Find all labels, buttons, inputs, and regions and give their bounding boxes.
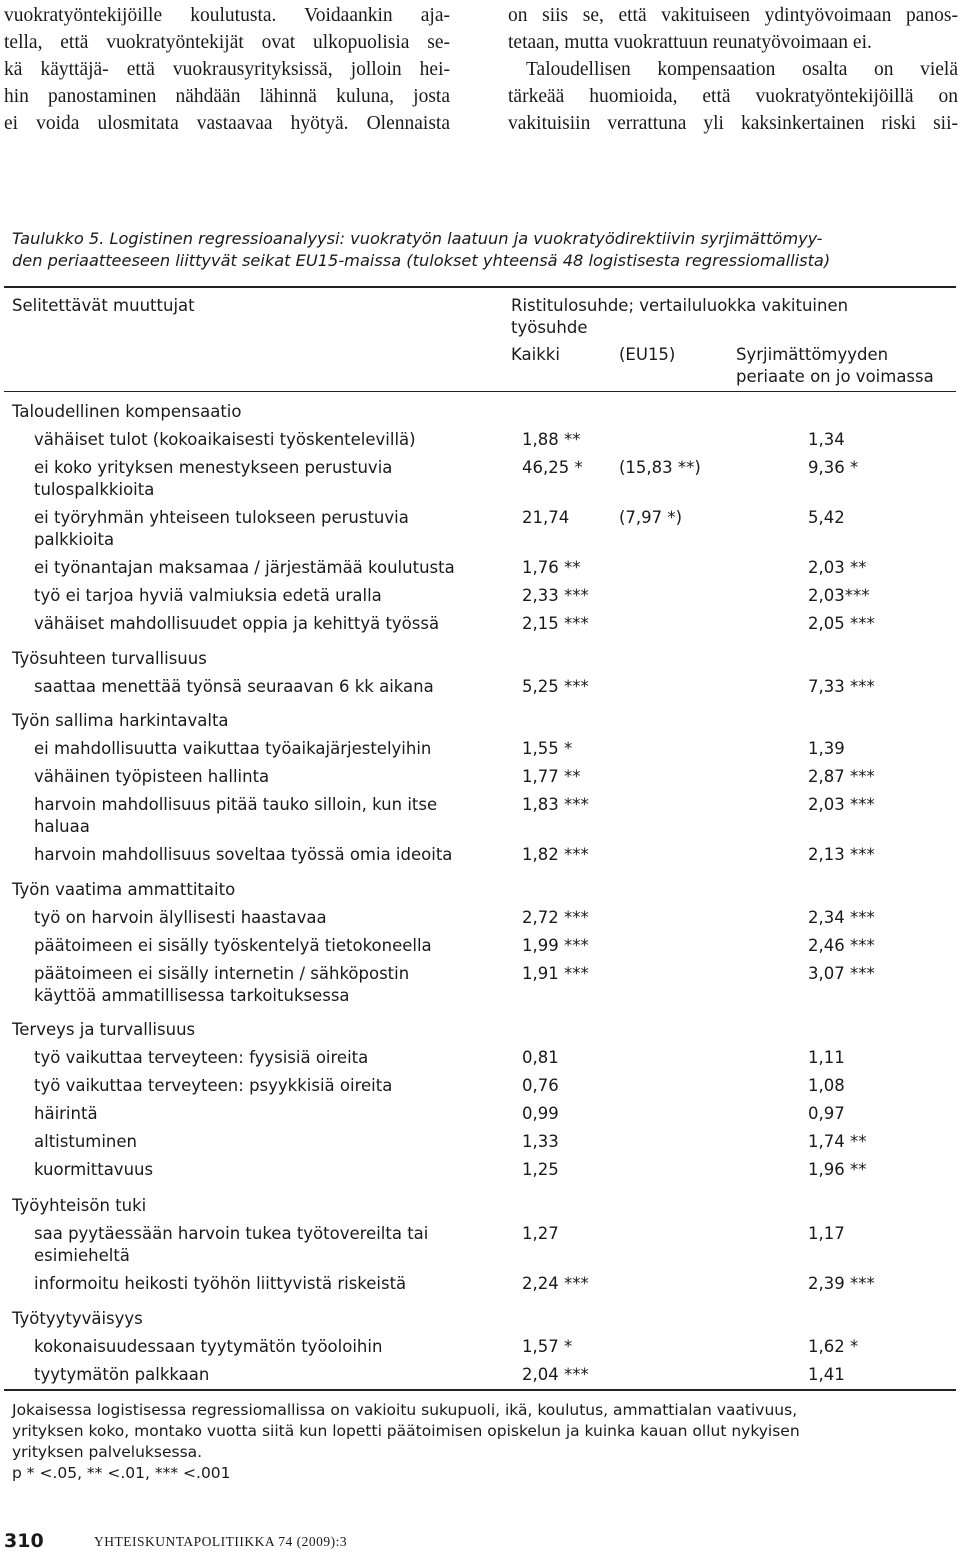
row-label: ei mahdollisuutta vaikuttaa työaikajärjestelyihin — [34, 739, 432, 758]
cell-all: 5,25 *** — [522, 677, 589, 696]
row-label: informoitu heikosti työhön liittyvistä riskeistä — [34, 1274, 407, 1293]
cell-all: 1,88 ** — [522, 430, 581, 449]
body-text-line: vakituisiin verrattuna yli kaksinkertainen riski sii- — [508, 113, 958, 134]
cell-eu15: (15,83 **) — [619, 458, 701, 477]
cell-nondiscrimination: 9,36 * — [808, 458, 859, 477]
cell-nondiscrimination: 2,87 *** — [808, 767, 875, 786]
row-label: kuormittavuus — [34, 1160, 154, 1179]
row-label: työ vaikuttaa terveyteen: psyykkisiä oireita — [34, 1076, 393, 1095]
cell-nondiscrimination: 1,08 — [808, 1076, 845, 1095]
cell-nondiscrimination: 1,17 — [808, 1224, 845, 1243]
table-group-title: Työn sallima harkintavalta — [12, 711, 229, 730]
cell-nondiscrimination: 1,11 — [808, 1048, 845, 1067]
row-label: palkkioita — [34, 530, 115, 549]
table-footnote — [12, 1400, 956, 1484]
cell-all: 0,76 — [522, 1076, 559, 1095]
row-label: ei koko yrityksen menestykseen perustuvia — [34, 458, 393, 477]
cell-all: 46,25 * — [522, 458, 583, 477]
cell-nondiscrimination: 1,96 ** — [808, 1160, 867, 1179]
body-text-line: hin panostaminen nähdään lähinnä kuluna, josta — [4, 86, 450, 107]
header-col-nondiscrimination-cont: periaate on jo voimassa — [736, 367, 934, 386]
cell-all: 1,82 *** — [522, 845, 589, 864]
cell-nondiscrimination: 2,13 *** — [808, 845, 875, 864]
footnote-line: yrityksen koko, montako vuotta siitä kun lopetti päätoimisen opiskelun ja kuinka kauan ollut nykyisen — [12, 1422, 800, 1440]
row-label: ei työnantajan maksamaa / järjestämää koulutusta — [34, 558, 455, 577]
header-col-nondiscrimination: Syrjimättömyyden — [736, 345, 889, 364]
row-label: päätoimeen ei sisälly työskentelyä tietokoneella — [34, 936, 432, 955]
table-caption-line: Taulukko 5. Logistinen regressioanalyysi: vuokratyön laatuun ja vuokratyödirektiivin syrjimättömyy- — [12, 229, 823, 248]
body-text-line: Taloudellisen kompensaation osalta on vielä — [526, 59, 958, 80]
row-label: käyttöä ammatillisessa tarkoituksessa — [34, 986, 350, 1005]
cell-all: 2,15 *** — [522, 614, 589, 633]
cell-nondiscrimination: 5,42 — [808, 508, 845, 527]
cell-all: 1,91 *** — [522, 964, 589, 983]
cell-all: 1,77 ** — [522, 767, 581, 786]
table-group-title: Työyhteisön tuki — [12, 1196, 147, 1215]
cell-all: 1,76 ** — [522, 558, 581, 577]
cell-nondiscrimination: 1,74 ** — [808, 1132, 867, 1151]
body-text-left-column — [4, 2, 450, 137]
body-text-right-column — [508, 2, 958, 137]
row-label: harvoin mahdollisuus soveltaa työssä omia ideoita — [34, 845, 453, 864]
cell-nondiscrimination: 1,41 — [808, 1365, 845, 1384]
row-label: tulospalkkioita — [34, 480, 155, 499]
cell-all: 2,72 *** — [522, 908, 589, 927]
cell-nondiscrimination: 1,39 — [808, 739, 845, 758]
row-label: harvoin mahdollisuus pitää tauko silloin, kun itse — [34, 795, 438, 814]
table-group-title: Työsuhteen turvallisuus — [12, 649, 207, 668]
row-label: päätoimeen ei sisälly internetin / sähköpostin — [34, 964, 410, 983]
journal-name: YHTEISKUNTAPOLITIIKKA 74 (2009):3 — [94, 1534, 348, 1549]
cell-nondiscrimination: 7,33 *** — [808, 677, 875, 696]
body-text-line: ei voida ulosmitata vastaavaa hyötyä. Olennaista — [4, 113, 450, 134]
page-number: 310 — [4, 1530, 44, 1552]
table-caption-line: den periaatteeseen liittyvät seikat EU15-maissa (tulokset yhteensä 48 logistisesta regressiomallista) — [12, 251, 831, 270]
body-text-line: tella, että vuokratyöntekijät ovat ulkopuolisia se- — [4, 32, 450, 53]
row-label: vähäinen työpisteen hallinta — [34, 767, 270, 786]
body-text-line: kä käyttäjä- että vuokrausyrityksissä, jolloin hei- — [4, 59, 450, 80]
row-label: saa pyytäessään harvoin tukea työtovereilta tai — [34, 1224, 429, 1243]
header-odds-ratio: Ristitulosuhde; vertailuluokka vakituinen — [511, 296, 849, 315]
body-text-line: on siis se, että vakituiseen ydintyövoimaan panos- — [508, 5, 958, 26]
row-label: vähäiset tulot (kokoaikaisesti työskentelevillä) — [34, 430, 416, 449]
row-label: työ ei tarjoa hyviä valmiuksia edetä uralla — [34, 586, 382, 605]
header-odds-ratio-cont: työsuhde — [511, 318, 588, 337]
table-top-rule — [4, 286, 956, 288]
row-label: työ on harvoin älyllisesti haastavaa — [34, 908, 327, 927]
row-label: tyytymätön palkkaan — [34, 1365, 210, 1384]
cell-all: 1,55 * — [522, 739, 573, 758]
cell-all: 1,57 * — [522, 1337, 573, 1356]
table-bottom-rule — [4, 1389, 956, 1391]
cell-nondiscrimination: 2,05 *** — [808, 614, 875, 633]
cell-nondiscrimination: 1,34 — [808, 430, 845, 449]
cell-nondiscrimination: 2,39 *** — [808, 1274, 875, 1293]
cell-nondiscrimination: 1,62 * — [808, 1337, 859, 1356]
cell-all: 2,04 *** — [522, 1365, 589, 1384]
row-label: altistuminen — [34, 1132, 137, 1151]
cell-all: 1,83 *** — [522, 795, 589, 814]
header-col-all: Kaikki — [511, 345, 560, 364]
table-group-title: Työtyytyväisyys — [12, 1309, 143, 1328]
cell-all: 0,99 — [522, 1104, 559, 1123]
cell-nondiscrimination: 2,34 *** — [808, 908, 875, 927]
row-label: työ vaikuttaa terveyteen: fyysisiä oireita — [34, 1048, 369, 1067]
cell-nondiscrimination: 0,97 — [808, 1104, 845, 1123]
row-label: esimieheltä — [34, 1246, 130, 1265]
footnote-line: yrityksen palveluksessa. — [12, 1443, 203, 1461]
cell-eu15: (7,97 *) — [619, 508, 683, 527]
cell-nondiscrimination: 2,03 *** — [808, 795, 875, 814]
table-header-rule — [4, 391, 956, 392]
row-label: ei työryhmän yhteiseen tulokseen perustuvia — [34, 508, 409, 527]
body-text-line: tetaan, mutta vuokrattuun reunatyövoimaan ei. — [508, 32, 872, 53]
cell-all: 1,33 — [522, 1132, 559, 1151]
cell-all: 2,33 *** — [522, 586, 589, 605]
cell-all: 2,24 *** — [522, 1274, 589, 1293]
cell-nondiscrimination: 3,07 *** — [808, 964, 875, 983]
row-label: saattaa menettää työnsä seuraavan 6 kk aikana — [34, 677, 434, 696]
header-explained-variables: Selitettävät muuttujat — [12, 296, 195, 315]
table-caption — [12, 228, 956, 272]
header-col-eu15: (EU15) — [619, 345, 676, 364]
row-label: vähäiset mahdollisuudet oppia ja kehittyä työssä — [34, 614, 440, 633]
body-text-line: vuokratyöntekijöille koulutusta. Voidaankin aja- — [4, 5, 450, 26]
row-label: kokonaisuudessaan tyytymätön työoloihin — [34, 1337, 383, 1356]
cell-all: 21,74 — [522, 508, 570, 527]
cell-nondiscrimination: 2,03 ** — [808, 558, 867, 577]
cell-all: 0,81 — [522, 1048, 559, 1067]
cell-all: 1,27 — [522, 1224, 559, 1243]
table-group-title: Työn vaatima ammattitaito — [12, 880, 236, 899]
row-label: haluaa — [34, 817, 90, 836]
body-text-line: tärkeää huomioida, että vuokratyöntekijöillä on — [508, 86, 958, 107]
table-group-title: Terveys ja turvallisuus — [12, 1020, 196, 1039]
table-group-title: Taloudellinen kompensaatio — [12, 402, 242, 421]
cell-all: 1,25 — [522, 1160, 559, 1179]
cell-all: 1,99 *** — [522, 936, 589, 955]
footnote-line: Jokaisessa logistisessa regressiomallissa on vakioitu sukupuoli, ikä, koulutus, ammattialan vaativuus, — [12, 1401, 798, 1419]
row-label: häirintä — [34, 1104, 98, 1123]
cell-nondiscrimination: 2,03*** — [808, 586, 870, 605]
cell-nondiscrimination: 2,46 *** — [808, 936, 875, 955]
footnote-line: p * <.05, ** <.01, *** <.001 — [12, 1464, 231, 1482]
